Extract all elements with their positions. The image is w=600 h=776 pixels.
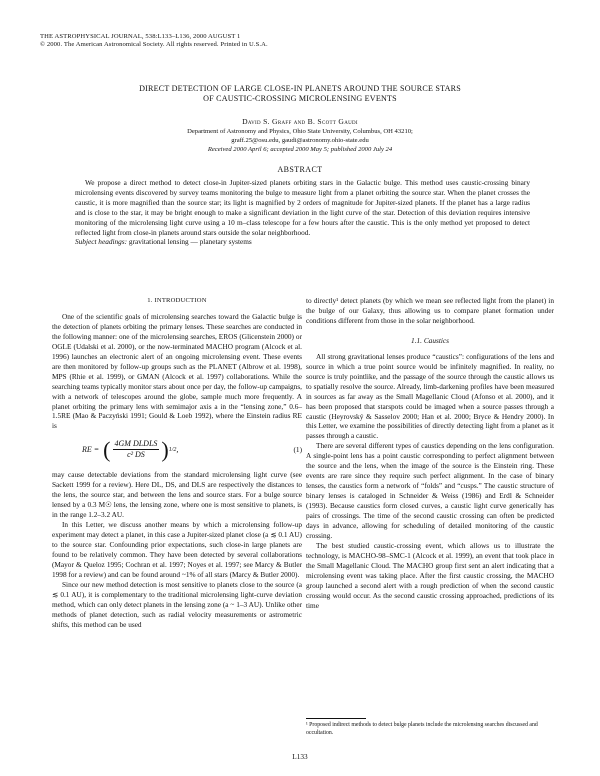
equation-denominator: c² DS (127, 450, 145, 460)
publication-dates: Received 2000 April 6; accepted 2000 May 5; published 2000 July 24 (207, 146, 393, 153)
equation-1 (52, 436, 302, 462)
equation-comma: , (176, 444, 179, 454)
journal-line: THE ASTROPHYSICAL JOURNAL, 538:L133–L136, 2000 AUGUST 1 (40, 33, 241, 40)
equation-lhs: RE = (82, 444, 100, 454)
equation-numerator: 4GM DLDLS (114, 439, 158, 449)
equation-body: RE = ( $\frac{\text{4GM DLDLS}}{\text{c² DS}}$ ) 1/2 , (82, 436, 179, 462)
caustics-paragraph-1: All strong gravitational lenses produce “caustics”: configurations of the lens and source in which a true point source would be infinitely magnified. In reality, no source is truly pointlike, and the passage of the source through the caustic allows us to spatially resolve the source. Already, limb-darkening profiles have been measured in sources as far away as the Small Magellanic Cloud (Afonso et al. 2000), and it has been proposed that starspots could be imaged when a source passes through a caustic (Heyrovský & Sasselov 2000; Han et al. 2000; Bryce & Hendry 2000). In this Letter, we examine the possibilities of directly detecting light from a planet as it passes through a caustic. (306, 351, 554, 441)
abstract-text: We propose a direct method to detect close-in Jupiter-sized planets orbiting stars in the Galactic bulge. This method uses caustic-crossing binary microlensing events discovered by survey teams monitoring the bulge to measure light from a planet orbiting the source star. When the planet crosses the caustic, it is more magnified than the source star; its light is magnified by 2 orders of magnitude for Jupiter-sized planets. If the planet has a large radius and is close to the star, it may be bright enough to make a significant deviation in the light curve of the star. Detection of this deviation requires intensive monitoring of the microlensing light curve using a 10 m–class telescope for a few hours after the caustic. This is the only method yet proposed to detect reflected light from close-in planets around stars outside the solar neighborhood. (75, 178, 530, 237)
intro-paragraph-1: One of the scientific goals of microlensing searches toward the Galactic bulge is the detection of planets orbiting the primary lenses. These searches are conducted in the following manner: one of the microlensing searches, EROS (Glicenstein 2000) or OGLE (Udalski et al. 2000), or the now-terminated MACHO program (Alcock et al. 1996) launches an electronic alert of an ongoing microlensing event. These events are then monitored by follow-up groups such as the PLANET (Albrow et al. 1998), MPS (Rhie et al. 1999), or GMAN (Alcock et al. 1997) collaborations. While the searching teams typically monitor stars about once per day, the follow-up campaigns, with a network of telescopes around the globe, sample much more frequently. A planet orbiting the primary lens with semimajor axis a in the “lensing zone,” 0.6–1.5RE (Mao & Paczyński 1991; Gould & Loeb 1992), where the Einstein radius RE is (52, 311, 302, 431)
abstract-block (75, 178, 530, 247)
right-column (306, 296, 554, 611)
title-line-2: OF CAUSTIC-CROSSING MICROLENSING EVENTS (203, 94, 397, 103)
affiliation-department: Department of Astronomy and Physics, Ohio State University, Columbus, OH 43210; (187, 128, 413, 135)
author-list: David S. Graff and B. Scott Gaudi (242, 117, 358, 126)
equation-close-paren: ) (161, 436, 169, 462)
left-column (52, 296, 302, 630)
equation-number: (1) (293, 444, 302, 454)
copyright-line: © 2000. The American Astronomical Society. All rights reserved. Printed in U.S.A. (40, 41, 268, 48)
subsection-heading-caustics: 1.1. Caustics (411, 335, 449, 345)
intro-paragraph-4: Since our new method detection is most sensitive to planets close to the source (a ≲ 0.1 AU), it is complementary to the traditional microlensing light-curve deviation method, which can only detect planets in the lensing zone (a ~ 1–3 AU). Unlike other methods of planet detection, such as radial velocity measurements or astrometric shifts, this method can be used (52, 579, 302, 629)
affiliation (60, 127, 540, 154)
intro-paragraph-2: may cause detectable deviations from the standard microlensing light curve (see Sackett 1999 for a review). Here DL, DS, and DLS are respectively the distances to the lens, the source star, and between the lens and source stars. For a bulge source lensed by a 0.3 M☉ lens, the lensing zone, where one is most sensitive to planets, is in the range 1.2–3.2 AU. (52, 470, 302, 520)
page-number: L133 (292, 752, 308, 761)
intro-paragraph-3: In this Letter, we discuss another means by which a microlensing follow-up experiment may detect a planet, in this case a Jupiter-sized planet close (a ≲ 0.1 AU) to the source star. Confounding prior expectations, such close-in large planets are found to be relatively common. They have been detected by several collaborations (Mayor & Queloz 1995; Cochran et al. 1997; Noyes et al. 1997; see Marcy & Butler 1998 for a review) and can be found around ~1% of all stars (Marcy & Butler 2000). (52, 520, 302, 579)
section-heading-introduction: 1. INTRODUCTION (147, 297, 207, 304)
equation-fraction (113, 439, 160, 460)
title-line-1: DIRECT DETECTION OF LARGE CLOSE-IN PLANETS AROUND THE SOURCE STARS (139, 84, 461, 93)
equation-open-paren: ( (103, 436, 111, 462)
affiliation-email: graff.25@osu.edu, gaudi@astronomy.ohio-state.edu (231, 137, 369, 144)
paper-title (60, 84, 540, 104)
subject-headings-text: gravitational lensing — planetary systems (128, 237, 252, 247)
caustics-paragraph-2: There are several different types of caustics depending on the lens configuration. A single-point lens has a point caustic corresponding to perfect alignment between the source and the lens, when the image of the source is the Einstein ring. These events are rare since they require such perfect alignment. In the case of binary lenses, the caustics form a network of “folds” and “cusps.” The caustic structure of binary lenses is cataloged in Schneider & Weiss (1986) and Erdl & Schneider (1993). Because caustics form closed curves, a caustic light curve generically has pairs of crossings. The time of the second caustic crossing can often be predicted days in advance, allowing for scheduling of detailed monitoring of the caustic crossing. (306, 441, 554, 540)
right-paragraph-0: to directly¹ detect planets (by which we mean see reflected light from the planet) in the bulge of our Galaxy, thus allowing us to compare planet formation under conditions different from those in the solar neighborhood. (306, 296, 554, 325)
journal-header (40, 33, 268, 49)
abstract-heading: ABSTRACT (277, 165, 323, 174)
footnote-divider (306, 718, 366, 719)
subject-headings (75, 237, 530, 247)
caustics-paragraph-3: The best studied caustic-crossing event, which allows us to illustrate the technology, is MACHO-98–SMC-1 (Alcock et al. 1999), an event that took place in the Small Magellanic Cloud. The MACHO group first sent an alert indicating that a microlensing event was taking place. After the first caustic crossing, the MACHO group launched a second alert with a rough prediction of when the second caustic crossing would occur. As the second caustic crossing approached, predictions of its time (306, 540, 554, 610)
footnote: ¹ Proposed indirect methods to detect bulge planets include the microlensing searches discussed and occultation. (306, 722, 538, 736)
subject-headings-label: Subject headings: (75, 237, 128, 247)
